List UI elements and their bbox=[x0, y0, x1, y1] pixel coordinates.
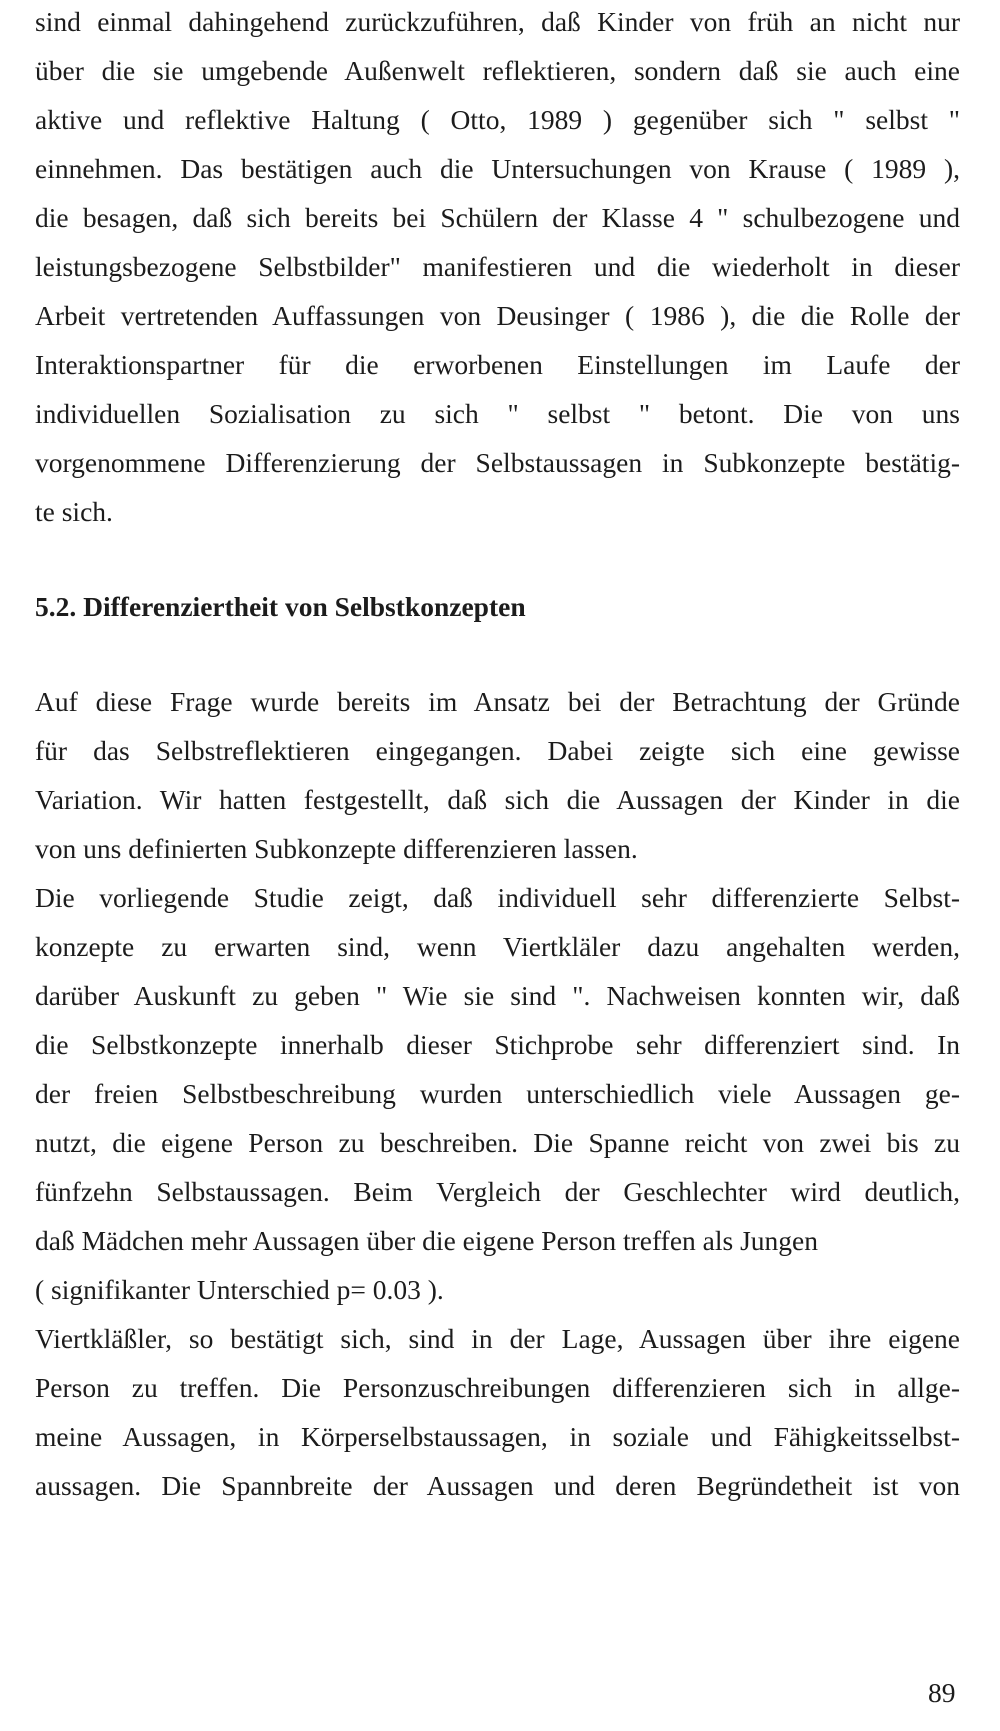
text-line: die Selbstkonzepte innerhalb dieser Stichprobe sehr differenziert sind. In bbox=[35, 1029, 960, 1060]
text-line: Interaktionspartner für die erworbenen Einstellungen im Laufe der bbox=[35, 349, 960, 380]
section-heading: 5.2. Differenziertheit von Selbstkonzepten bbox=[35, 591, 526, 622]
text-line: te sich. bbox=[35, 496, 113, 527]
text-line: der freien Selbstbeschreibung wurden unterschiedlich viele Aussagen ge- bbox=[35, 1078, 960, 1109]
text-line: Viertkläßler, so bestätigt sich, sind in der Lage, Aussagen über ihre eigene bbox=[35, 1323, 960, 1354]
text-line: Person zu treffen. Die Personzuschreibungen differenzieren sich in allge- bbox=[35, 1372, 960, 1403]
text-line: konzepte zu erwarten sind, wenn Viertkläler dazu angehalten werden, bbox=[35, 931, 960, 962]
text-line: sind einmal dahingehend zurückzuführen, daß Kinder von früh an nicht nur bbox=[35, 6, 960, 37]
text-line: über die sie umgebende Außenwelt reflektieren, sondern daß sie auch eine bbox=[35, 55, 960, 86]
text-line: aktive und reflektive Haltung ( Otto, 1989 ) gegenüber sich " selbst " bbox=[35, 104, 960, 135]
text-line: fünfzehn Selbstaussagen. Beim Vergleich der Geschlechter wird deutlich, bbox=[35, 1176, 960, 1207]
text-line: von uns definierten Subkonzepte differenzieren lassen. bbox=[35, 833, 638, 864]
text-line: Variation. Wir hatten festgestellt, daß sich die Aussagen der Kinder in die bbox=[35, 784, 960, 815]
text-line: individuellen Sozialisation zu sich " selbst " betont. Die von uns bbox=[35, 398, 960, 429]
text-line: daß Mädchen mehr Aussagen über die eigene Person treffen als Jungen bbox=[35, 1225, 818, 1256]
text-line: für das Selbstreflektieren eingegangen. Dabei zeigte sich eine gewisse bbox=[35, 735, 960, 766]
text-line: ( signifikanter Unterschied p= 0.03 ). bbox=[35, 1274, 444, 1305]
text-line: einnehmen. Das bestätigen auch die Untersuchungen von Krause ( 1989 ), bbox=[35, 153, 960, 184]
text-line: meine Aussagen, in Körperselbstaussagen, in soziale und Fähigkeitsselbst- bbox=[35, 1421, 960, 1452]
text-line: die besagen, daß sich bereits bei Schülern der Klasse 4 " schulbezogene und bbox=[35, 202, 960, 233]
text-line: Die vorliegende Studie zeigt, daß individuell sehr differenzierte Selbst- bbox=[35, 882, 960, 913]
text-line: leistungsbezogene Selbstbilder" manifestieren und die wiederholt in dieser bbox=[35, 251, 960, 282]
text-line: vorgenommene Differenzierung der Selbstaussagen in Subkonzepte bestätig- bbox=[35, 447, 960, 478]
text-line: Auf diese Frage wurde bereits im Ansatz bei der Betrachtung der Gründe bbox=[35, 686, 960, 717]
text-line: nutzt, die eigene Person zu beschreiben. Die Spanne reicht von zwei bis zu bbox=[35, 1127, 960, 1158]
text-line: aussagen. Die Spannbreite der Aussagen und deren Begründetheit ist von bbox=[35, 1470, 960, 1501]
text-line: Arbeit vertretenden Auffassungen von Deusinger ( 1986 ), die die Rolle der bbox=[35, 300, 960, 331]
text-line: darüber Auskunft zu geben " Wie sie sind ". Nachweisen konnten wir, daß bbox=[35, 980, 960, 1011]
page-number: 89 bbox=[928, 1677, 956, 1708]
